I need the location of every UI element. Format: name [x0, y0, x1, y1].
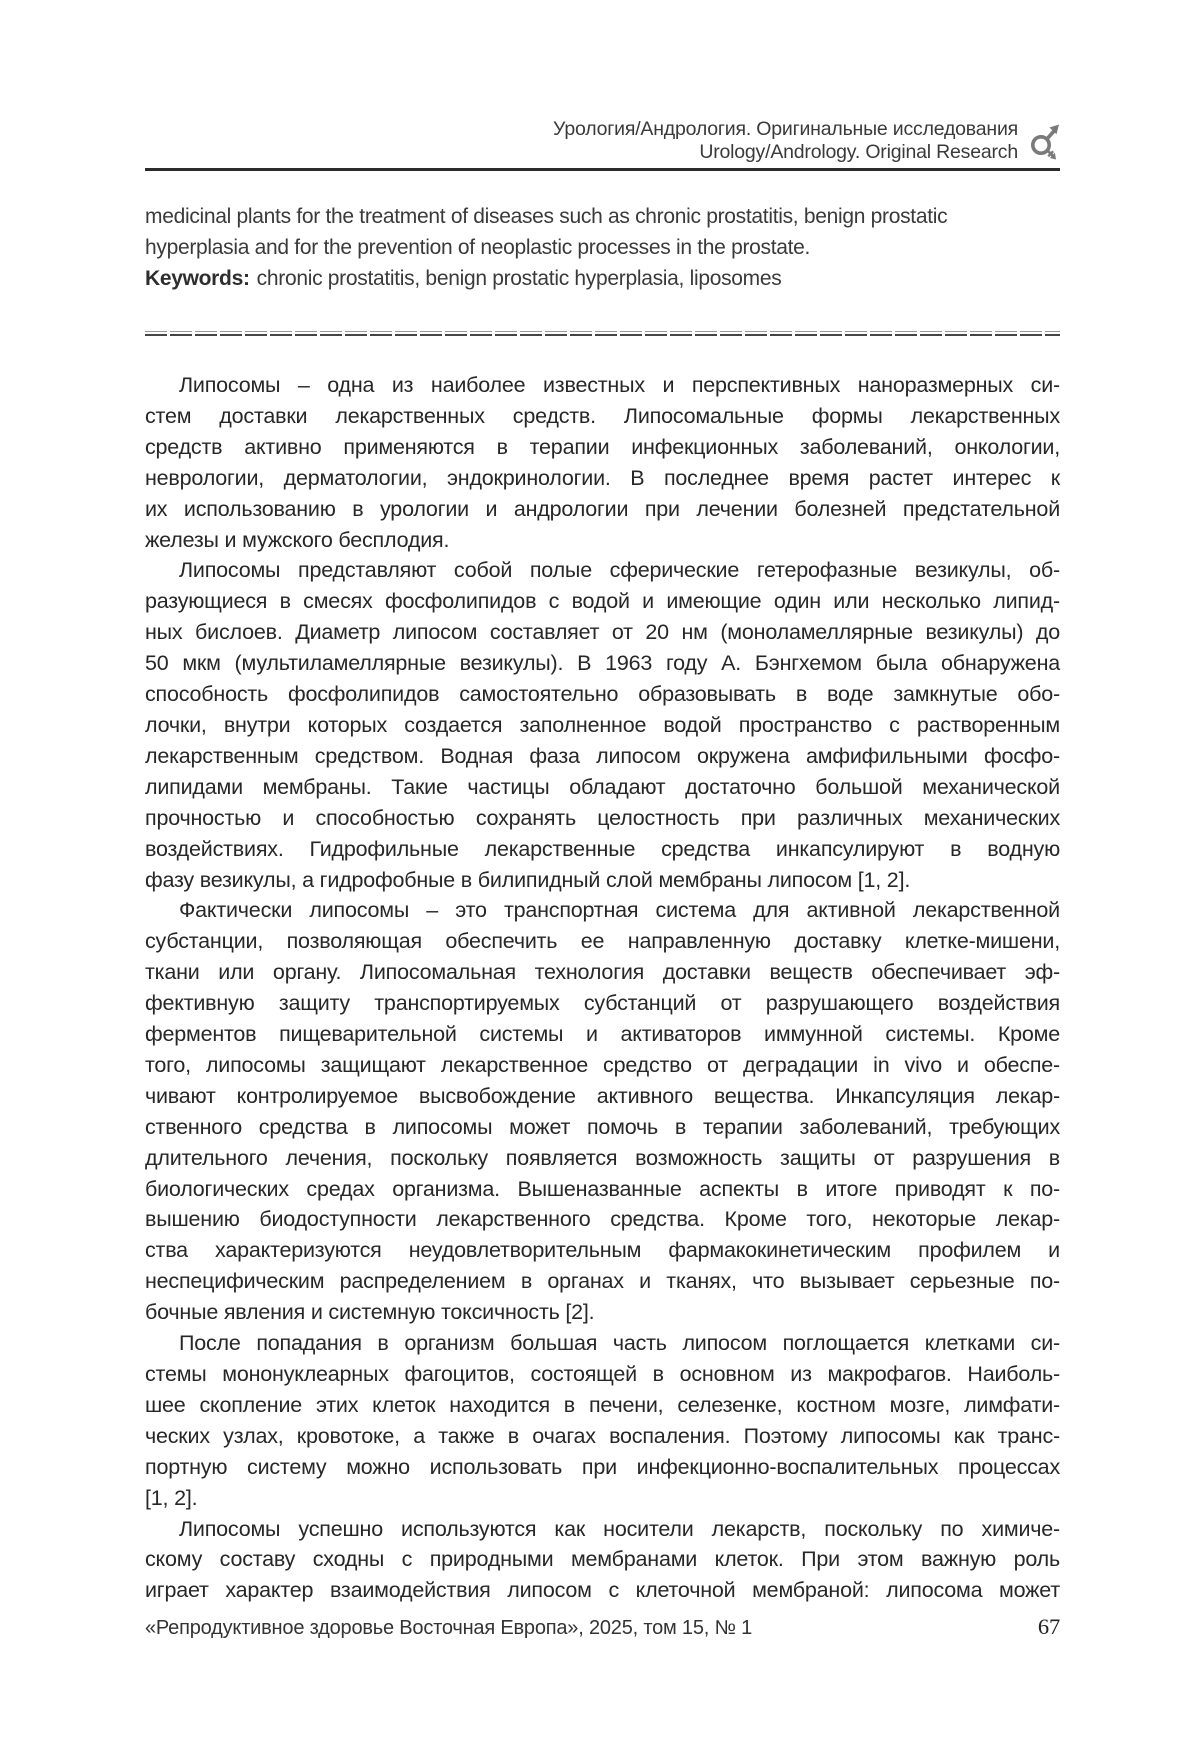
body-line: [1, 2].: [145, 1485, 198, 1510]
body-line: средств активно применяются в терапии инфекционных заболеваний, онкологии,: [145, 434, 1060, 459]
body-line: бочные явления и системную токсичность [2].: [145, 1300, 595, 1325]
body-line: шее скопление этих клеток находится в печени, селезенке, костном мозге, лимфати-: [145, 1392, 1060, 1417]
dashed-separator: [145, 331, 1060, 336]
paragraph: [145, 555, 1060, 895]
body-line: ферментов пищеварительной системы и активаторов иммунной системы. Кроме: [145, 1022, 1060, 1047]
body-line: Липосомы успешно используются как носители лекарств, поскольку по химиче-: [179, 1516, 1060, 1541]
body-line: Липосомы представляют собой полые сферические гетерофазные везикулы, об-: [179, 558, 1060, 583]
body-line: играет характер взаимодействия липосом с клеточной мембраной: липосома может: [145, 1578, 1060, 1603]
body-line: субстанции, позволяющая обеспечить ее направленную доставку клетке-мишени,: [145, 929, 1060, 954]
keywords-line: [145, 263, 1060, 294]
paragraph: [145, 1514, 1060, 1607]
english-abstract: [145, 201, 1060, 294]
body-line: ственного средства в липосомы может помочь в терапии заболеваний, требующих: [145, 1114, 1060, 1139]
abstract-line: medicinal plants for the treatment of diseases such as chronic prostatitis, benign prostatic: [145, 205, 948, 228]
body-line: скому составу сходны с природными мембранами клеток. При этом важную роль: [145, 1547, 1060, 1572]
body-line: лочки, внутри которых создается заполненное водой пространство с растворенным: [145, 712, 1060, 737]
body-line: разующиеся в смесях фосфолипидов с водой и имеющие один или несколько липид-: [145, 589, 1060, 614]
body-line: Фактически липосомы – это транспортная система для активной лекарственной: [179, 898, 1060, 923]
header-rule: [145, 168, 1060, 171]
body-line: ства характеризуются неудовлетворительным фармакокинетическим профилем и: [145, 1238, 1060, 1263]
paragraph: [145, 1328, 1060, 1513]
article-body: [145, 370, 1060, 1606]
page-number: 67: [1037, 1614, 1060, 1639]
paragraph: [145, 895, 1060, 1328]
body-line: 50 мкм (мультиламеллярные везикулы). В 1963 году А. Бэнгхемом была обнаружена: [145, 651, 1060, 676]
body-line: железы и мужского бесплодия.: [145, 527, 450, 552]
body-line: неспецифическим распределением в органах и тканях, что вызывает серьезные по-: [145, 1269, 1060, 1294]
abstract-line: hyperplasia and for the prevention of neoplastic processes in the prostate.: [145, 236, 811, 259]
body-line: лекарственным средством. Водная фаза липосом окружена амфифильными фосфо-: [145, 743, 1060, 768]
keywords-label: Keywords:: [145, 267, 250, 290]
body-line: стемы мононуклеарных фагоцитов, состоящей в основном из макрофагов. Наиболь-: [145, 1362, 1060, 1386]
page-footer: [145, 1612, 1060, 1643]
keywords-text: chronic prostatitis, benign prostatic hyperplasia, liposomes: [256, 267, 782, 290]
body-line: неврологии, дерматологии, эндокринологии. В последнее время растет интерес к: [145, 465, 1060, 490]
section-title-en: Urology/Andrology. Original Research: [699, 141, 1018, 163]
body-line: биологических средах организма. Вышеназванные аспекты в итоге приводят к по-: [145, 1176, 1060, 1201]
section-title-ru: Урология/Андрология. Оригинальные исследования: [553, 118, 1018, 140]
body-line: После попадания в организм большая часть липосом поглощается клетками си-: [179, 1331, 1060, 1356]
body-line: прочностью и способностью сохранять целостность при различных механических: [145, 805, 1060, 830]
english-abstract-lines: [145, 201, 1060, 263]
journal-reference: «Репродуктивное здоровье Восточная Европа», 2025, том 15, № 1: [145, 1617, 753, 1639]
body-line: фазу везикулы, а гидрофобные в билипидный слой мембраны липосом [1, 2].: [145, 867, 911, 892]
paragraph: [145, 370, 1060, 555]
body-line: ных бислоев. Диаметр липосом составляет от 20 нм (моноламеллярные везикулы) до: [145, 620, 1060, 645]
male-gender-icon: [1030, 122, 1060, 160]
page-header: [145, 118, 1060, 164]
body-line: ткани или органу. Липосомальная технология доставки веществ обеспечивает эф-: [145, 960, 1060, 985]
body-line: их использованию в урологии и андрологии при лечении болезней предстательной: [145, 496, 1060, 521]
body-line: стем доставки лекарственных средств. Липосомальные формы лекарственных: [145, 403, 1060, 428]
body-line: чивают контролируемое высвобождение активного вещества. Инкапсуляция лекар-: [145, 1083, 1060, 1108]
body-line: воздействиях. Гидрофильные лекарственные средства инкапсулируют в водную: [145, 836, 1060, 861]
body-line: фективную защиту транспортируемых субстанций от разрушающего воздействия: [145, 991, 1060, 1016]
body-line: липидами мембраны. Такие частицы обладают достаточно большой механической: [145, 774, 1060, 799]
body-line: вышению биодоступности лекарственного средства. Кроме того, некоторые лекар-: [145, 1207, 1060, 1232]
body-line: ческих узлах, кровотоке, а также в очагах воспаления. Поэтому липосомы как транс-: [145, 1423, 1060, 1448]
body-line: того, липосомы защищают лекарственное средство от деградации in vivo и обеспе-: [145, 1052, 1060, 1077]
header-section-title: [553, 118, 1018, 164]
body-line: способность фосфолипидов самостоятельно образовывать в воде замкнутые обо-: [145, 682, 1060, 707]
body-line: портную систему можно использовать при инфекционно-воспалительных процессах: [145, 1454, 1060, 1479]
body-line: Липосомы – одна из наиболее известных и перспективных наноразмерных си-: [179, 373, 1060, 397]
body-line: длительного лечения, поскольку появляется возможность защиты от разрушения в: [145, 1145, 1060, 1170]
